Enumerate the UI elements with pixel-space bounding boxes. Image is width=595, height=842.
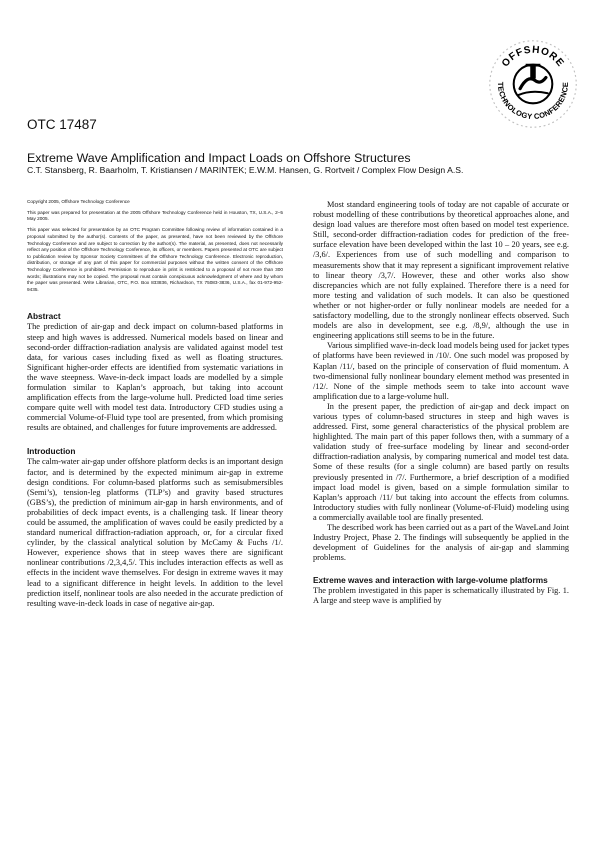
right-column	[313, 200, 569, 607]
body-paragraph-1: Most standard engineering tools of today are not capable of accurate or robust modelling of these contributions by theoretical approaches alone, and design load values are therefore most often based on model test experience. Still, second-order diffraction-radiation codes for prediction of the free-surface elevation have been developed within the last 10 – 20 years, see e.g. /3,6/. Experiences from use of such modelling and comparison to measurements show that it may represent a significant improvement relative to linear theory /3,7/. However, these and other works also show discrepancies which are not fully explained. Therefore there is a need for more testing and validation of such models. It can also be questioned whether or not higher-order or fully nonlinear models are needed for a satisfactory modelling, due to the strongly nonlinear effects observed. Such models are also in development, see e.g. /8,9/, although the use in engineering applications still seems to be in the future.	[313, 200, 569, 341]
introduction-text: The calm-water air-gap under offshore platform decks is an important design factor, and is determined by the expected minimum air-gap in extreme design conditions. For column-based platforms such as semisubmersibles (Semi’s), tension-leg platforms (TLP’s) and gravity based structures (GBS’s), the prediction of minimum air-gap in harsh environments, and of probabilities of deck impact events, is a challenging task. If linear theory could be assumed, the amplification of waves could be easily predicted by a standard numerical diffraction-radiation approach, or, for a circular fixed cylinder, by the classical analytical solution by McCamy & Fuchs /1/. However, experience shows that in steep waves there are significant nonlinear contributions /2,3,4,5/. This includes interaction effects as well as effects in the incident wave themselves. For design in extreme waves it may lead to a significant difference in height levels. In addition to the level prediction itself, nonlinear tools are also needed in the accurate prediction of resulting wave-in-deck loads in case of negative air-gap.	[27, 457, 283, 608]
abstract-text: The prediction of air-gap and deck impact on column-based platforms in steep and high waves is addressed. Numerical models based on linear and second-order diffraction-radiation analysis are validated against model test data, for various cases including fixed as well as floating structures. Significant higher-order effects are identified from systematic variations in the wave steepness. Wave-in-deck impact loads are modelled by a simple formulation similar to Kaplan’s approach, but taking into account amplification effects from the large-volume hull. Predicted load time series compare quite well with model test data. Introductory CFD studies using a commercial Volume-of-Fluid type tool are presented, from which promising results are obtained, and challenges for future improvements are addressed.	[27, 322, 283, 433]
selection-notice: This paper was selected for presentation by an OTC Program Committee following review of information contained in a proposal submitted by the author(s). Contents of the paper, as presented, have not been reviewed by the Offshore Technology Conference and are subject to correction by the author(s). The material, as presented, does not necessarily reflect any position of the Offshore Technology Conference, its officers, or members. Papers presented at OTC are subject to publication review by Sponsor Society Committees of the Offshore Technology Conference. Electronic reproduction, distribution, or storage of any part of this paper for commercial purposes without the written consent of the Offshore Technology Conference is prohibited. Permission to reproduce in print is restricted to a proposal of not more than 300 words; illustrations may not be copied. The proposal must contain conspicuous acknowledgment of where and by whom the paper was presented. Write Librarian, OTC, P.O. Box 833836, Richardson, TX 75083-3836, U.S.A., fax 01-972-952-9435.	[27, 227, 283, 292]
paper-title: Extreme Wave Amplification and Impact Loads on Offshore Structures	[27, 151, 411, 165]
body-paragraph-4: The described work has been carried out as a part of the WaveLand Joint Industry Project, Phase 2. The findings will subsequently be applied in the development of Guidelines for the analysis of air-gap and slamming problems.	[313, 523, 569, 563]
paper-number: OTC 17487	[27, 117, 97, 132]
body-paragraph-2: Various simplified wave-in-deck load models being used for jacket types of platforms have been reviewed in /10/. One such model was proposed by Kaplan /11/, based on the principle of conservation of fluid momentum. A two-dimensional fully nonlinear boundary element method was presented in /12/. None of the simple methods seem to take into account wave amplification due to a large-volume hull.	[313, 341, 569, 401]
section-heading-extreme-waves: Extreme waves and interaction with large-volume platforms	[313, 575, 548, 586]
logo-bottom-text: TECHNOLOGY CONFERENCE	[496, 81, 570, 122]
logo-top-text: OFFSHORE	[499, 44, 567, 70]
introduction-heading: Introduction	[27, 446, 76, 457]
paper-authors: C.T. Stansberg, R. Baarholm, T. Kristiansen / MARINTEK; E.W.M. Hansen, G. Rortveit / Complex Flow Design A.S.	[27, 165, 464, 175]
abstract-heading: Abstract	[27, 311, 61, 322]
left-column	[27, 199, 283, 609]
section-text: The problem investigated in this paper is schematically illustrated by Fig. 1. A large and steep wave is amplified by	[313, 586, 569, 606]
copyright-line: Copyright 2005, Offshore Technology Conference	[27, 199, 130, 204]
body-paragraph-3: In the present paper, the prediction of air-gap and deck impact on various types of column-based structures in steep and high waves is addressed. First, some general characteristics of the physical problem are highlighted. The main part of this paper follows then, with a summary of a validation study of free-surface modeling by linear and second-order diffraction-radiation analysis, by comparing numerical and model test data. Some of these results (for a single column) are based partly on results previously presented in /7/. Furthermore, a brief description of a modified impact load model is given, based on a simple formulation similar to Kaplan’s approach /11/ but taking into account the effects from columns. Introductory studies with fully nonlinear (Volume-of-Fluid) modeling using a commercially available tool are finally presented.	[313, 401, 569, 522]
conference-note: This paper was prepared for presentation at the 2005 Offshore Technology Conference held in Houston, TX, U.S.A., 2–5 May 2005.	[27, 209, 283, 222]
otc-logo	[487, 38, 579, 130]
